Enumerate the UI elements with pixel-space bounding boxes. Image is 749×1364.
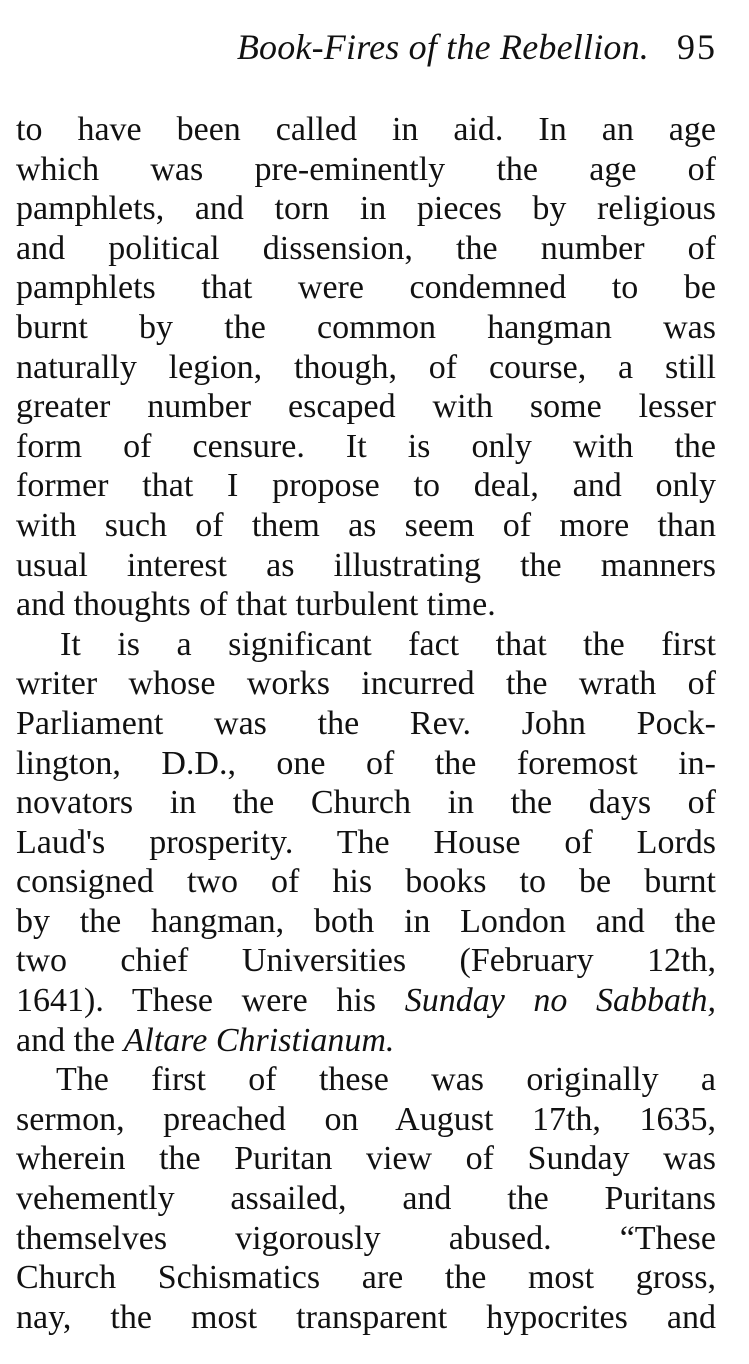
text-line: wherein the Puritan view of Sunday was: [16, 1140, 716, 1178]
book-title-italic: Sunday no Sabbath,: [404, 982, 716, 1020]
text-line: burnt by the common hangman was: [16, 308, 716, 346]
text-segment: 1641). These were his: [16, 982, 377, 1020]
text-line-with-title: [16, 981, 716, 1021]
text-line: and political dissension, the number of: [16, 229, 716, 267]
text-line: writer whose works incurred the wrath of: [16, 665, 716, 703]
book-title-italic: Altare Christianum.: [123, 1021, 395, 1059]
text-line: greater number escaped with some lesser: [16, 388, 716, 426]
text-segment: and the: [16, 1021, 116, 1059]
body-text: [16, 110, 716, 1337]
text-line: to have been called in aid. In an age: [16, 111, 716, 148]
text-line: form of censure. It is only with the: [16, 427, 716, 465]
text-line: Laud's prosperity. The House of Lords: [16, 823, 716, 861]
text-line: It is a significant fact that the first: [60, 625, 716, 663]
text-line: usual interest as illustrating the manners: [16, 546, 716, 584]
running-header: [110, 26, 717, 74]
text-line: Church Schismatics are the most gross,: [16, 1259, 716, 1297]
text-line: which was pre-eminently the age of: [16, 150, 716, 188]
text-line: pamphlets that were condemned to be: [16, 269, 716, 307]
text-line: nay, the most transparent hypocrites and: [16, 1298, 716, 1336]
page-number: 95: [677, 27, 717, 67]
text-line: and thoughts of that turbulent time.: [16, 586, 496, 624]
text-line: Parliament was the Rev. John Pock-: [16, 704, 716, 742]
running-title: Book-Fires of the Rebellion.: [236, 27, 649, 67]
text-line: The first of these was originally a: [56, 1061, 716, 1099]
text-line: naturally legion, though, of course, a still: [16, 348, 716, 386]
text-line: two chief Universities (February 12th,: [16, 942, 716, 980]
text-line: former that I propose to deal, and only: [16, 467, 716, 505]
text-line: consigned two of his books to be burnt: [16, 863, 716, 901]
text-line: vehemently assailed, and the Puritans: [16, 1180, 716, 1218]
text-line: by the hangman, both in London and the: [16, 902, 716, 940]
text-line: themselves vigorously abused. “These: [16, 1219, 716, 1257]
text-line-with-title: [16, 1021, 716, 1061]
text-line: sermon, preached on August 17th, 1635,: [16, 1100, 716, 1138]
text-line: novators in the Church in the days of: [16, 784, 716, 822]
text-line: pamphlets, and torn in pieces by religious: [16, 190, 716, 228]
text-line: with such of them as seem of more than: [16, 506, 716, 544]
text-line: lington, D.D., one of the foremost in-: [16, 744, 716, 782]
